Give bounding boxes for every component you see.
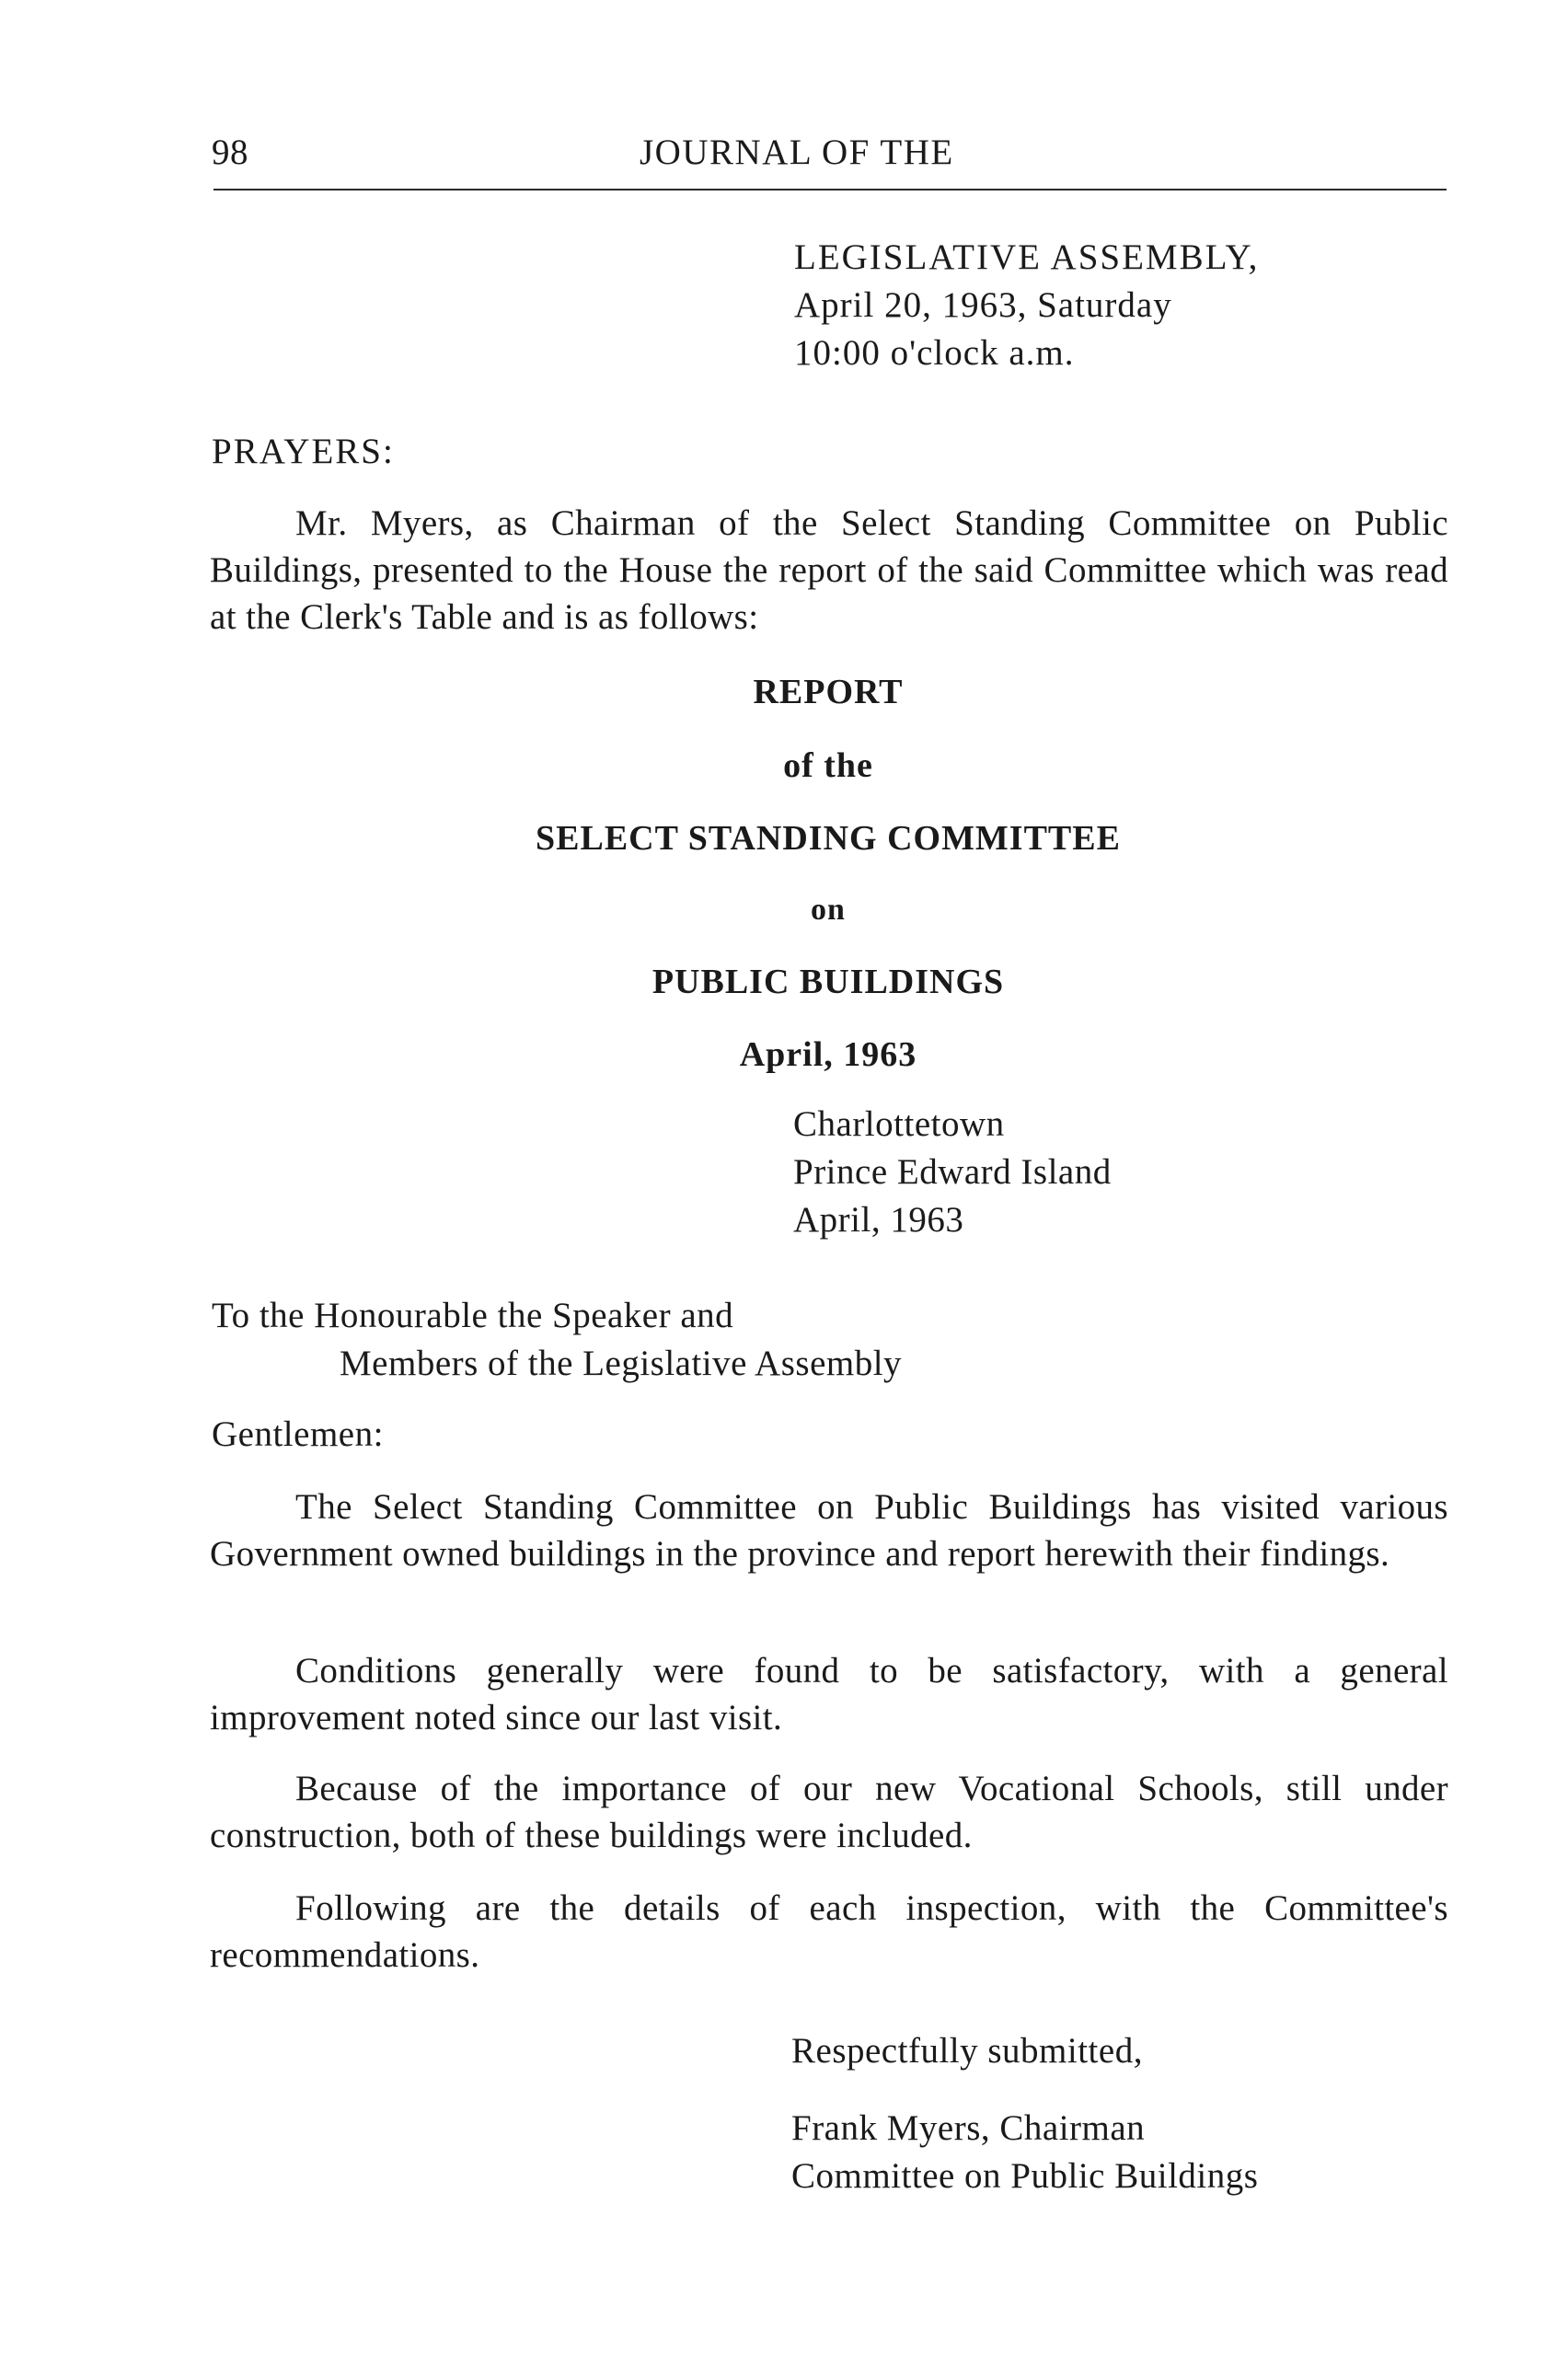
closing-committee: Committee on Public Buildings <box>791 2156 1259 2196</box>
prayers-heading: PRAYERS: <box>212 432 395 471</box>
report-committee-name: SELECT STANDING COMMITTEE <box>536 819 1121 858</box>
body-paragraph-4-text: Following are the details of each inspection, with the Committee's recommendations. <box>210 1888 1448 1975</box>
body-paragraph-3-text: Because of the importance of our new Vocational Schools, still under construction, both of these buildings were included. <box>210 1769 1448 1855</box>
dateline-time: 10:00 o'clock a.m. <box>794 333 1075 373</box>
body-paragraph-2 <box>210 1647 1448 1741</box>
report-of-the: of the <box>783 746 873 785</box>
report-title: REPORT <box>753 673 904 711</box>
dateline-date: April 20, 1963, Saturday <box>794 285 1172 325</box>
body-paragraph-1 <box>210 1483 1448 1577</box>
salutation: Gentlemen: <box>212 1414 384 1454</box>
body-paragraph-2-text: Conditions generally were found to be satisfactory, with a general improvement noted since our last visit. <box>210 1651 1448 1737</box>
intro-paragraph-text: Mr. Myers, as Chairman of the Select Standing Committee on Public Buildings, presented to the House the report of the said Committee which was read at the Clerk's Table and is as follows: <box>210 503 1448 637</box>
body-paragraph-3 <box>210 1765 1448 1859</box>
body-paragraph-4 <box>210 1885 1448 1979</box>
address-line-2: Members of the Legislative Assembly <box>340 1344 903 1383</box>
address-line-1: To the Honourable the Speaker and <box>212 1296 734 1335</box>
report-subject: PUBLIC BUILDINGS <box>651 963 1005 1001</box>
running-title: JOURNAL OF THE <box>640 133 954 172</box>
page-number: 98 <box>212 133 248 172</box>
report-on: on <box>811 893 846 927</box>
intro-paragraph <box>210 500 1448 641</box>
closing-submitted: Respectfully submitted, <box>791 2031 1143 2071</box>
report-date: April, 1963 <box>739 1035 917 1074</box>
place-city: Charlottetown <box>793 1104 1005 1144</box>
body-paragraph-1-text: The Select Standing Committee on Public Buildings has visited various Government owned buildings in the province and report herewith their findings. <box>210 1487 1448 1574</box>
place-province: Prince Edward Island <box>793 1152 1112 1192</box>
header-rule <box>213 189 1447 190</box>
closing-signatory: Frank Myers, Chairman <box>791 2108 1146 2148</box>
place-date: April, 1963 <box>793 1200 964 1240</box>
dateline-assembly: LEGISLATIVE ASSEMBLY, <box>794 237 1260 277</box>
